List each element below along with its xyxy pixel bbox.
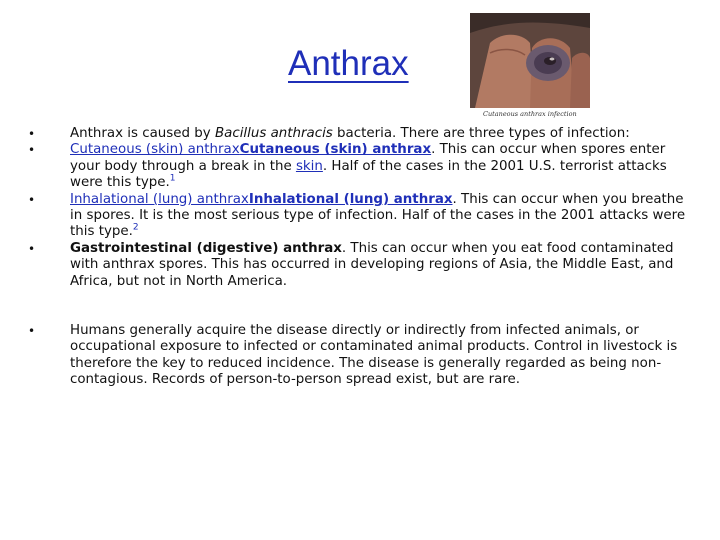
footnote-ref[interactable]: 2 [132,222,139,233]
bullet-item [28,126,692,142]
bullet-item [28,142,692,191]
bullet-dot: • [28,143,36,158]
bullet-text: . Half of the cases in the 2001 U.S. terrorist attacks were this type. [70,158,667,191]
inhalational-link[interactable]: Inhalational (lung) anthrax [70,191,249,207]
bullet-item [28,240,692,290]
page-title: Anthrax [288,44,409,83]
skin-link[interactable]: skin [295,158,323,174]
cutaneous-link[interactable]: Cutaneous (skin) anthrax [70,142,240,158]
bullet-text: . This can occur when spores enter your body through a break in the [70,142,666,174]
bullet-text: bacteria. There are three types of infection: [332,126,630,141]
finger-lesion-photo [470,13,590,108]
bullet-text: . This can occur when you eat food contaminated with anthrax spores. This has occurred in developing regions of Asia, the Middle East, and Africa, but not in North America. [70,240,674,289]
photo-caption: Cutaneous anthrax infection [483,110,577,118]
bullet-text: Humans generally acquire the disease directly or indirectly from infected animals, or occupational exposure to infected or contaminated animal products. Control in livestock is therefore the key to reduced incidence. The disease is generally regarded as being non-contagious. Records of person-to-person spread exist, but are rare. [70,323,678,388]
bacteria-name: Bacillus anthracis [214,126,333,141]
bullet-item [28,323,692,389]
bullet-text: . This can occur when you breathe in spores. It is the most serious type of infection. Half of the cases in the 2001 attacks were this type. [70,191,686,240]
gastrointestinal-term: Gastrointestinal (digestive) anthrax [70,240,342,256]
cutaneous-link-bold[interactable]: Cutaneous (skin) anthrax [239,142,432,158]
inhalational-link-bold[interactable]: Inhalational (lung) anthrax [248,191,453,207]
bullet-dot: • [28,127,36,141]
footnote-ref[interactable]: 1 [169,173,176,184]
bullet-dot: • [28,324,36,339]
bullet-list [28,126,692,389]
bullet-text: Anthrax is caused by [70,126,215,141]
bullet-dot: • [28,241,36,256]
bullet-dot: • [28,192,36,207]
bullet-item [28,191,692,241]
